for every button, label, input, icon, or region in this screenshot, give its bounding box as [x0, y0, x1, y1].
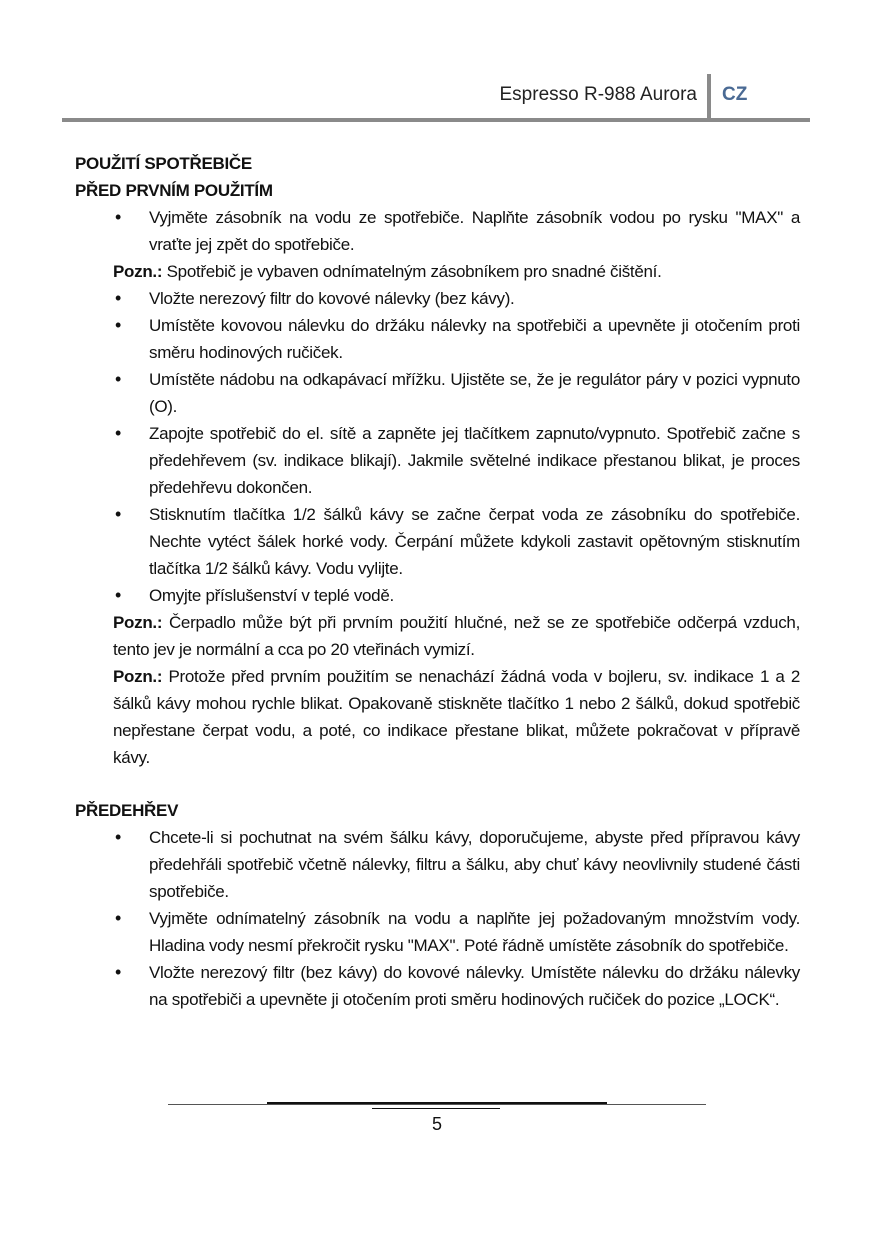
- note: [113, 258, 800, 285]
- preheat-list: [75, 824, 800, 1013]
- note: [113, 609, 800, 663]
- list-item: • Umístěte nádobu na odkapávací mřížku. Ujistěte se, že je regulátor páry v pozici vypnuto (O).: [75, 366, 800, 420]
- note: [113, 663, 800, 771]
- list-item: • Umístěte kovovou nálevku do držáku nálevky na spotřebiči a upevněte ji otočením proti směru hodinových ručiček.: [75, 312, 800, 366]
- list-item: • Chcete-li si pochutnat na svém šálku kávy, doporučujeme, abyste před přípravou kávy předehřáli spotřebič včetně nálevky, filtru a šálku, aby chuť kávy neovlivnily studené části spotřebiče.: [75, 824, 800, 905]
- note-text: Spotřebič je vybaven odnímatelným zásobníkem pro snadné čištění.: [166, 262, 662, 281]
- note-label: Pozn.:: [113, 262, 163, 281]
- section-spacer: [75, 771, 800, 797]
- note-label: Pozn.:: [113, 667, 163, 686]
- subsection-heading-first-use: PŘED PRVNÍM POUŽITÍM: [75, 181, 273, 200]
- note-text: Protože před prvním použitím se nenachází žádná voda v bojleru, sv. indikace 1 a 2 šálků kávy mohou rychle blikat. Opakovaně stiskněte tlačítko 1 nebo 2 šálků, dokud spotřebič nepřestane čerpat vodu, a poté, co indikace přestane blikat, můžete pokračovat v přípravě kávy.: [113, 667, 800, 767]
- header-title: Espresso R-988 Aurora: [499, 84, 697, 105]
- first-use-list: [75, 204, 800, 258]
- footer-rule-accent: [267, 1102, 607, 1104]
- note-label: Pozn.:: [113, 613, 163, 632]
- list-item: • Zapojte spotřebič do el. sítě a zapněte jej tlačítkem zapnuto/vypnuto. Spotřebič začne s předehřevem (sv. indikace blikají). Jakmile světelné indikace přestanou blikat, je proces předehřevu dokončen.: [75, 420, 800, 501]
- list-item: • Vyjměte zásobník na vodu ze spotřebiče. Naplňte zásobník vodou po rysku "MAX" a vraťte jej zpět do spotřebiče.: [75, 204, 800, 258]
- language-label: CZ: [722, 84, 748, 105]
- header-divider: [707, 74, 711, 122]
- footer-rule-short: [372, 1108, 500, 1109]
- section-heading-preheat: PŘEDEHŘEV: [75, 801, 179, 820]
- section-heading-usage: POUŽITÍ SPOTŘEBIČE: [75, 154, 252, 173]
- first-use-steps-list: [75, 285, 800, 609]
- note-text: Čerpadlo může být při prvním použití hlučné, než se ze spotřebiče odčerpá vzduch, tento jev je normální a cca po 20 vteřinách vymizí.: [113, 613, 800, 659]
- list-item: • Vložte nerezový filtr do kovové nálevky (bez kávy).: [75, 285, 800, 312]
- footer-rule: [168, 1104, 706, 1105]
- header-rule: [62, 118, 810, 122]
- list-item: • Stisknutím tlačítka 1/2 šálků kávy se začne čerpat voda ze zásobníku do spotřebiče. Nechte vytéct šálek horké vody. Čerpání můžete kdykoli zastavit opětovným stisknutím tlačítka 1/2 šálků kávy. Vodu vylijte.: [75, 501, 800, 582]
- list-item: • Vložte nerezový filtr (bez kávy) do kovové nálevky. Umístěte nálevku do držáku nálevky na spotřebiči a upevněte ji otočením proti směru hodinových ručiček do pozice „LOCK“.: [75, 959, 800, 1013]
- page-content: [75, 150, 800, 1013]
- list-item: • Omyjte příslušenství v teplé vodě.: [75, 582, 800, 609]
- list-item: • Vyjměte odnímatelný zásobník na vodu a naplňte jej požadovaným množstvím vody. Hladina vody nesmí překročit rysku "MAX". Poté řádně umístěte zásobník do spotřebiče.: [75, 905, 800, 959]
- page-number: 5: [431, 1114, 442, 1134]
